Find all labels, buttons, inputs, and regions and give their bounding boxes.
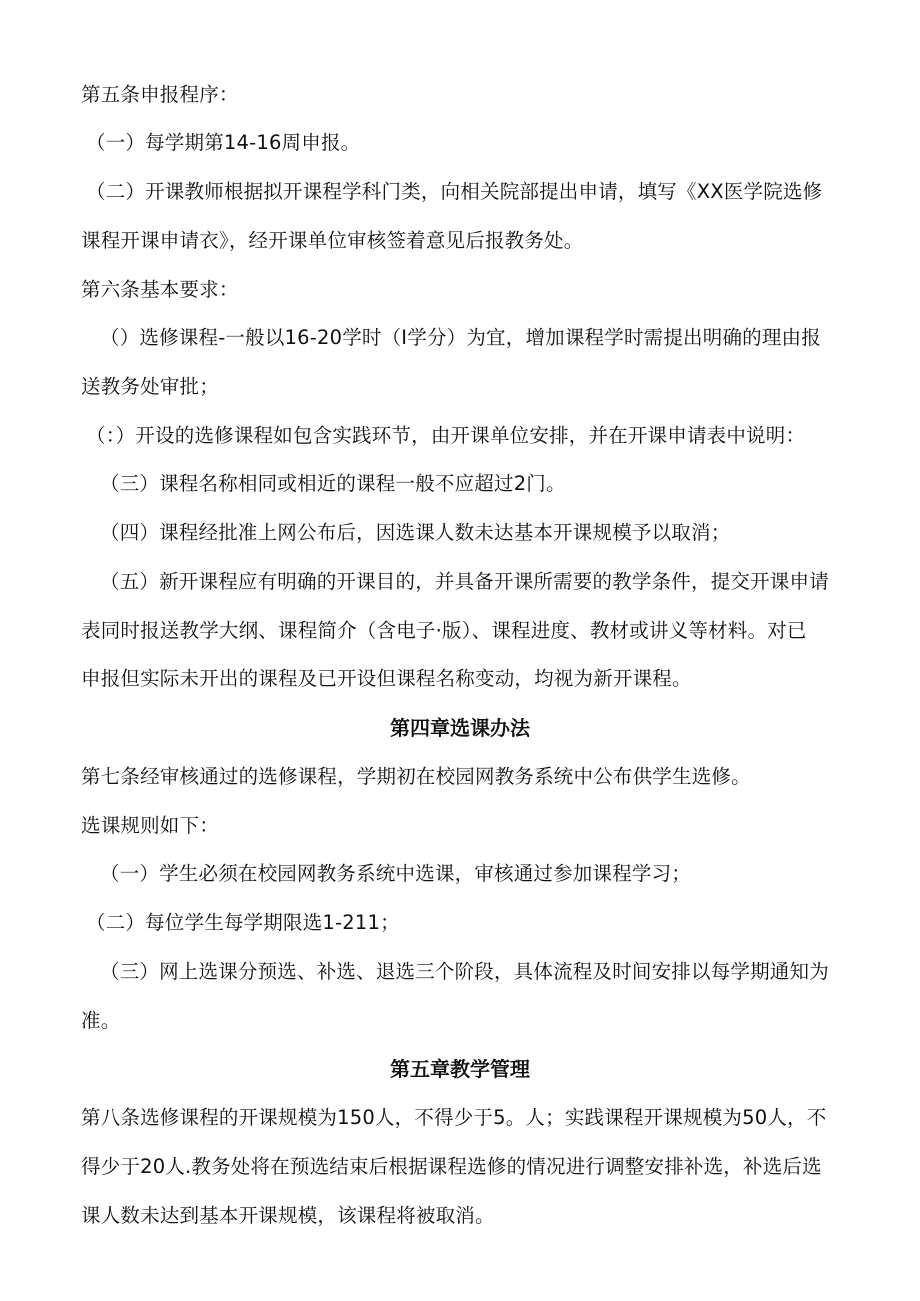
text-line: 第五条申报程序： <box>81 83 239 106</box>
chapter-heading: 第五章教学管理 <box>390 1057 530 1081</box>
chapter-heading: 第四章选课办法 <box>390 716 530 740</box>
text-line: 课人数未达到基本开课规模，该课程将被取消。 <box>81 1204 495 1227</box>
text-line: （二）每位学生每学期限选1-211； <box>86 911 400 934</box>
text-line: （：）开设的选修课程如包含实践环节，由开课单位安排，并在开课申请表中说明： <box>86 424 806 447</box>
text-line: 申报但实际未开出的课程及已开设但课程名称变动，均视为新开课程。 <box>81 667 692 690</box>
text-line: （二）开课教师根据拟开课程学科门类，向相关院部提出申请，填写《XX医学院选修 <box>86 180 823 203</box>
text-line: 准。 <box>81 1009 121 1032</box>
text-line: 送教务处审批； <box>81 375 219 398</box>
text-line: 选课规则如下： <box>81 814 219 837</box>
text-line: （三）网上选课分预选、补选、退选三个阶段，具体流程及时间安排以每学期通知为 <box>100 960 829 983</box>
text-line: （）选修课程-一般以16-20学时（I学分）为宜，增加课程学时需提出明确的理由报 <box>100 326 821 349</box>
text-line: 得少于20人.教务处将在预选结束后根据课程选修的情况进行调整安排补选，补选后选 <box>81 1155 822 1178</box>
text-line: （一）学生必须在校园网教务系统中选课，审核通过参加课程学习； <box>100 862 692 885</box>
text-line: （三）课程名称相同或相近的课程一般不应超过2门。 <box>100 472 566 495</box>
text-line: 表同时报送教学大纲、课程简介（含电子·版）、课程进度、教材或讲义等材料。对已 <box>81 619 807 642</box>
text-line: 第八条选修课程的开课规模为150人，不得少于5。人；实践课程开课规模为50人，不 <box>81 1106 827 1129</box>
text-line: 课程开课申请衣》，经开课单位审核签着意见后报教务处。 <box>81 229 584 252</box>
text-line: （五）新开课程应有明确的开课目的，并具备开课所需要的教学条件，提交开课申请 <box>100 570 829 593</box>
text-line: （一）每学期第14-16周申报。 <box>86 131 361 154</box>
text-line: 第六条基本要求： <box>81 278 239 301</box>
text-line: 第七条经审核通过的选修课程，学期初在校园网教务系统中公布供学生选修。 <box>81 765 751 788</box>
text-line: （四）课程经批准上网公布后，因选课人数未达基本开课规模予以取消； <box>100 521 731 544</box>
